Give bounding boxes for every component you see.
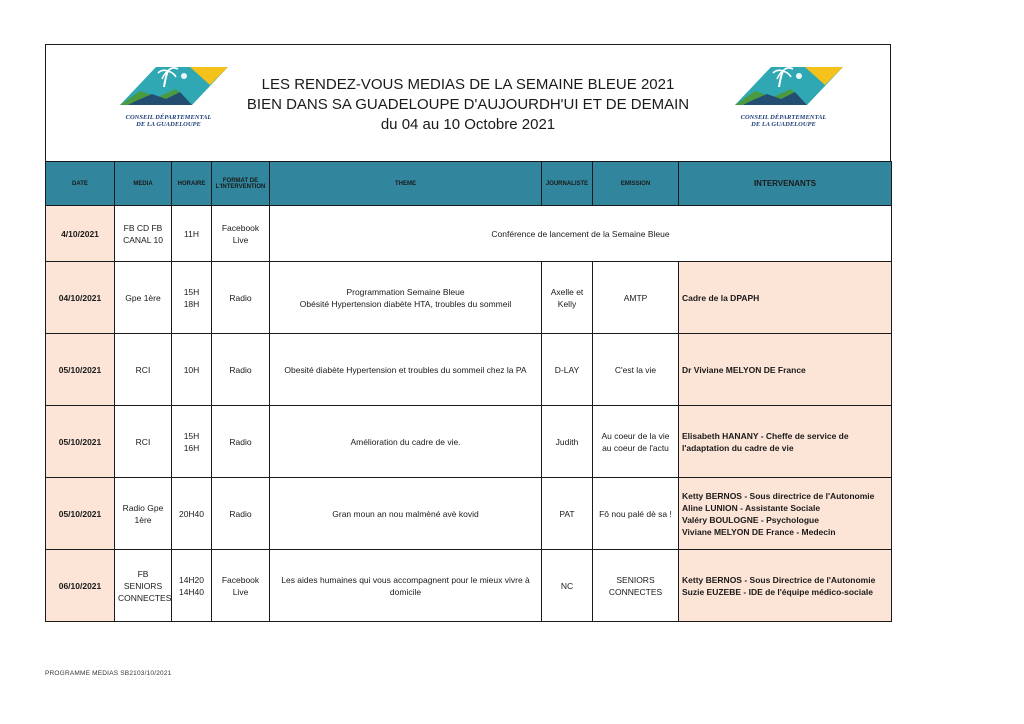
column-header-journaliste: JOURNALISTE [542, 162, 593, 206]
cell-theme: Amélioration du cadre de vie. [270, 406, 542, 478]
cell-date: 06/10/2021 [46, 550, 115, 622]
title-line-1: LES RENDEZ-VOUS MEDIAS DE LA SEMAINE BLEUE 2021 [261, 76, 675, 93]
document-header [45, 44, 891, 161]
document-page [45, 44, 891, 622]
cell-intervenants [679, 550, 892, 622]
cell-date: 05/10/2021 [46, 478, 115, 550]
intervenant-line: Viviane MELYON DE France - Medecin [682, 526, 836, 537]
intervenant-line: Aline LUNION - Assistante Sociale [682, 502, 821, 513]
intervenant-line: l'adaptation du cadre de vie [682, 442, 794, 453]
horaire-line: 15H [183, 286, 200, 297]
cell-horaire [172, 550, 212, 622]
cell-media: Radio Gpe 1ère [115, 478, 172, 550]
cell-media: Gpe 1ère [115, 262, 172, 334]
cell-horaire: 20H40 [172, 478, 212, 550]
intervenant-line: Ketty BERNOS - Sous Directrice de l'Autonomie [682, 574, 876, 585]
column-header-intervenants: INTERVENANTS [679, 162, 892, 206]
horaire-line: 18H [183, 298, 200, 309]
cell-format: Radio [212, 406, 270, 478]
cell-date: 05/10/2021 [46, 334, 115, 406]
cell-intervenants [679, 334, 892, 406]
cell-horaire: 10H [172, 334, 212, 406]
logo-emblem-icon [721, 61, 846, 113]
cell-horaire [172, 262, 212, 334]
cell-media: FB SENIORS CONNECTES [115, 550, 172, 622]
intervenant-line: Dr Viviane MELYON DE France [682, 364, 806, 375]
schedule-table [45, 161, 892, 622]
column-header-theme: THEME [270, 162, 542, 206]
cell-theme: Gran moun an nou malmèné avè kovid [270, 478, 542, 550]
column-header-media: MEDIA [115, 162, 172, 206]
intervenant-line: Suzie EUZEBE - IDE de l'équipe médico-sociale [682, 586, 873, 597]
theme-line: Programmation Semaine Bleue [346, 286, 465, 297]
column-header-horaire: HORAIRE [172, 162, 212, 206]
cell-format: Facebook Live [212, 550, 270, 622]
column-header-emission: EMISSION [593, 162, 679, 206]
column-header-format: FORMAT DE L'INTERVENTION [212, 162, 270, 206]
table-row [46, 406, 892, 478]
logo-text-line: CONSEIL DÉPARTEMENTAL [740, 114, 827, 121]
theme-line: Obésité Hypertension diabète HTA, troubles du sommeil [299, 298, 512, 309]
logo-emblem-icon [106, 61, 231, 113]
cell-journaliste: NC [542, 550, 593, 622]
logo-text-line: DE LA GUADELOUPE [136, 121, 201, 128]
cell-journaliste: PAT [542, 478, 593, 550]
cell-theme [270, 262, 542, 334]
table-row [46, 262, 892, 334]
cell-emission: C'est la vie [593, 334, 679, 406]
cell-format: Radio [212, 334, 270, 406]
column-header-date: DATE [46, 162, 115, 206]
table-row [46, 550, 892, 622]
cell-theme: Conférence de lancement de la Semaine Bleue [270, 206, 892, 262]
cell-intervenants [679, 406, 892, 478]
cell-format: Facebook Live [212, 206, 270, 262]
cell-media: RCI [115, 406, 172, 478]
cell-theme: Les aides humaines qui vous accompagnent pour le mieux vivre à domicile [270, 550, 542, 622]
cell-emission: AMTP [593, 262, 679, 334]
cell-format: Radio [212, 262, 270, 334]
cell-journaliste: D-LAY [542, 334, 593, 406]
cell-emission: SENIORS CONNECTES [593, 550, 679, 622]
cell-intervenants [679, 478, 892, 550]
cell-format: Radio [212, 478, 270, 550]
horaire-line: 14H20 [178, 574, 205, 585]
horaire-line: 14H40 [178, 586, 205, 597]
page-footer: PROGRAMME MEDIAS SB2103/10/2021 [45, 670, 172, 677]
table-row [46, 478, 892, 550]
cell-theme: Obesité diabète Hypertension et troubles du sommeil chez la PA [270, 334, 542, 406]
table-row [46, 206, 892, 262]
logo-text-line: CONSEIL DÉPARTEMENTAL [125, 114, 212, 121]
cell-date: 05/10/2021 [46, 406, 115, 478]
table-header-row [46, 162, 892, 206]
intervenant-line: Elisabeth HANANY - Cheffe de service de [682, 430, 849, 441]
cell-intervenants [679, 262, 892, 334]
title-line-3: du 04 au 10 Octobre 2021 [380, 116, 556, 133]
cell-journaliste: Axelle et Kelly [542, 262, 593, 334]
title-line-2: BIEN DANS SA GUADELOUPE D'AUJOURDH'UI ET DE DEMAIN [246, 96, 690, 113]
cell-date: 04/10/2021 [46, 262, 115, 334]
intervenant-line: Cadre de la DPAPH [682, 292, 760, 303]
intervenant-line: Valéry BOULOGNE - Psychologue [682, 514, 819, 525]
document-title [226, 75, 710, 135]
cell-media: RCI [115, 334, 172, 406]
intervenant-line: Ketty BERNOS - Sous directrice de l'Autonomie [682, 490, 875, 501]
cell-journaliste: Judith [542, 406, 593, 478]
cell-emission: Fô nou palé dè sa ! [593, 478, 679, 550]
conseil-departemental-logo [106, 61, 231, 131]
cell-emission: Au coeur de la vie au coeur de l'actu [593, 406, 679, 478]
logo-text-line: DE LA GUADELOUPE [751, 121, 816, 128]
cell-horaire: 15H 16H [172, 406, 212, 478]
cell-horaire: 11H [172, 206, 212, 262]
cell-date: 4/10/2021 [46, 206, 115, 262]
cell-media: FB CD FB CANAL 10 [115, 206, 172, 262]
conseil-departemental-logo [721, 61, 846, 131]
table-row [46, 334, 892, 406]
